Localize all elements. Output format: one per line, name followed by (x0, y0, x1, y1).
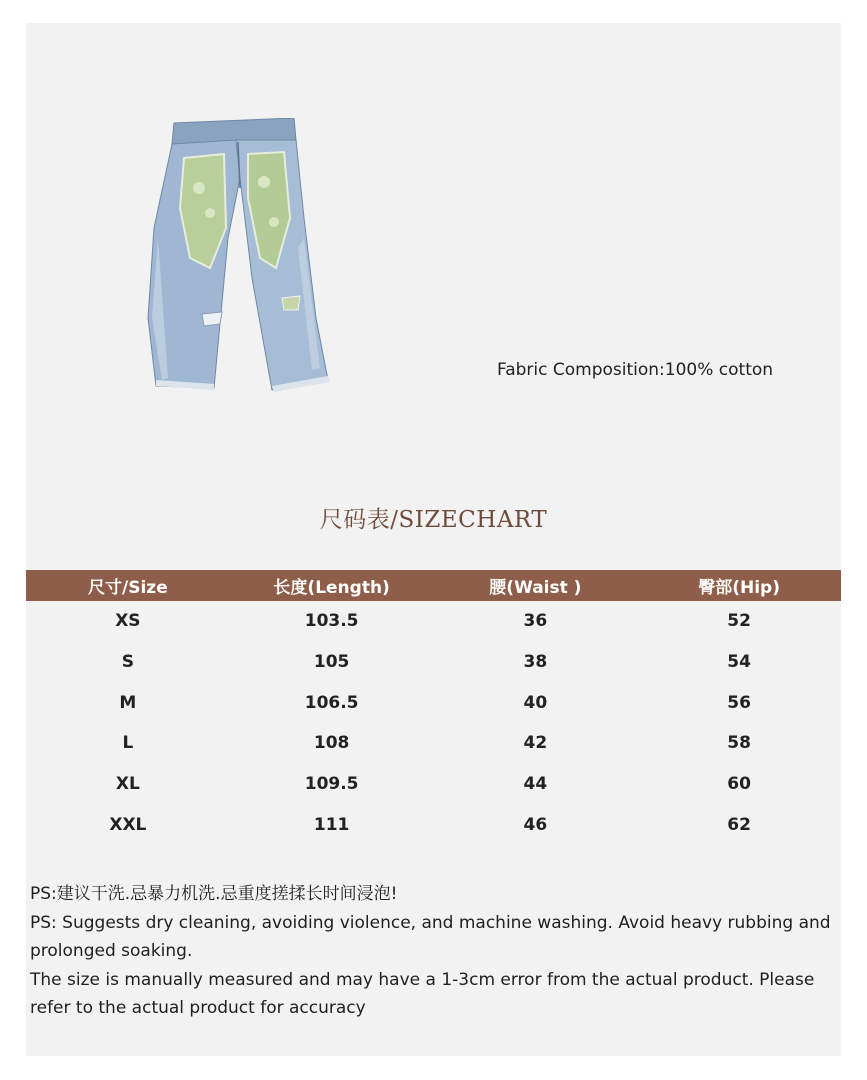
cell-length: 108 (313, 733, 350, 754)
cell-hip: 52 (727, 611, 751, 632)
jeans-photo (144, 118, 334, 398)
table-row (26, 804, 841, 845)
header-size: 尺寸/Size (26, 570, 230, 601)
cell-length: 105 (313, 652, 350, 673)
header-waist: 腰(Waist ) (434, 570, 638, 601)
table-row (26, 642, 841, 683)
cell-length: 109.5 (304, 774, 359, 795)
cell-size: S (121, 652, 134, 673)
cell-size: XXL (109, 814, 147, 835)
size-chart-table (26, 570, 841, 845)
cell-size: XS (115, 611, 141, 632)
cell-waist: 36 (523, 611, 548, 632)
cell-hip: 62 (727, 814, 751, 835)
table-row (26, 723, 841, 764)
cell-waist: 46 (523, 814, 548, 835)
cell-hip: 60 (727, 774, 751, 795)
care-notes (30, 880, 838, 1023)
header-hip: 臀部(Hip) (637, 570, 841, 601)
cell-waist: 42 (523, 733, 548, 754)
cell-size: L (122, 733, 134, 754)
note-chinese: PS:建议干洗.忌暴力机洗.忌重度搓揉长时间浸泡! (30, 884, 398, 904)
cell-waist: 44 (523, 774, 548, 795)
note-measurement: The size is manually measured and may have a 1-3cm error from the actual product. Please refer to the actual product for accuracy (30, 969, 815, 1018)
note-care-english: PS: Suggests dry cleaning, avoiding violence, and machine washing. Avoid heavy rubbing and prolonged soaking. (30, 912, 831, 961)
cell-length: 111 (313, 814, 350, 835)
header-length: 长度(Length) (230, 570, 434, 601)
table-row (26, 682, 841, 723)
cell-size: M (119, 692, 137, 713)
table-row (26, 764, 841, 805)
product-panel (26, 23, 841, 1056)
cell-waist: 40 (523, 692, 548, 713)
size-chart-title: 尺码表/SIZECHART (319, 507, 548, 533)
cell-hip: 58 (727, 733, 751, 754)
cell-hip: 54 (727, 652, 751, 673)
table-row (26, 601, 841, 642)
cell-size: XL (115, 774, 140, 795)
cell-hip: 56 (727, 692, 751, 713)
cell-length: 103.5 (304, 611, 359, 632)
cell-length: 106.5 (304, 692, 359, 713)
cell-waist: 38 (523, 652, 548, 673)
fabric-composition: Fabric Composition:100% cotton (497, 360, 774, 380)
table-header-row (26, 570, 841, 601)
